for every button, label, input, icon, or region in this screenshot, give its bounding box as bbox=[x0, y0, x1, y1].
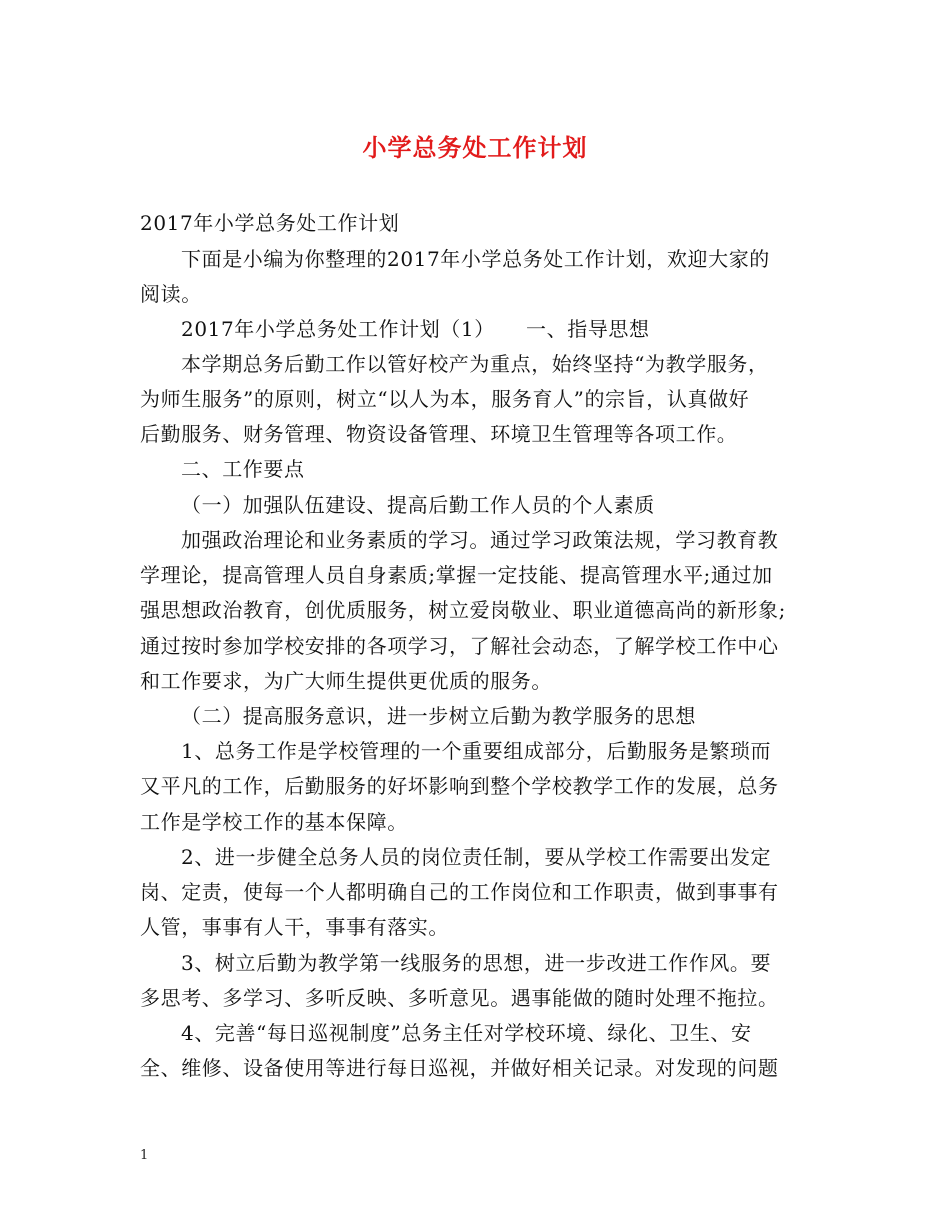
page-number: 1 bbox=[140, 1148, 149, 1163]
paragraph-line: 多思考、多学习、多听反映、多听意见。遇事能做的随时处理不拖拉。 bbox=[140, 986, 779, 1010]
paragraph-line: 工作是学校工作的基本保障。 bbox=[140, 810, 408, 834]
paragraph-line: 岗、定责，使每一个人都明确自己的工作岗位和工作职责，做到事事有 bbox=[140, 880, 779, 904]
paragraph-line: 下面是小编为你整理的2017年小学总务处工作计划，欢迎大家的 bbox=[181, 247, 770, 271]
paragraph-line: 1、总务工作是学校管理的一个重要组成部分，后勤服务是繁琐而 bbox=[181, 739, 772, 763]
subsection-heading: （二）提高服务意识，进一步树立后勤为教学服务的思想 bbox=[181, 704, 696, 728]
document-title: 小学总务处工作计划 bbox=[362, 133, 588, 162]
paragraph-line: 4、完善“每日巡视制度”总务主任对学校环境、绿化、卫生、安 bbox=[181, 1021, 752, 1045]
subsection-heading: （一）加强队伍建设、提高后勤工作人员的个人素质 bbox=[181, 493, 655, 517]
paragraph-line: 学理论，提高管理人员自身素质;掌握一定技能、提高管理水平;通过加 bbox=[140, 563, 773, 587]
paragraph-line: 加强政治理论和业务素质的学习。通过学习政策法规，学习教育教 bbox=[181, 528, 779, 552]
section-heading: 二、工作要点 bbox=[181, 457, 305, 481]
paragraph-line: 阅读。 bbox=[140, 282, 202, 306]
paragraph-line: 和工作要求，为广大师生提供更优质的服务。 bbox=[140, 669, 552, 693]
paragraph-line: 为师生服务”的原则，树立“以人为本，服务育人”的宗旨，认真做好 bbox=[140, 387, 750, 411]
section-heading: 2017年小学总务处工作计划（1） 一、指导思想 bbox=[181, 317, 650, 341]
paragraph-line: 2、进一步健全总务人员的岗位责任制，要从学校工作需要出发定 bbox=[181, 845, 772, 869]
paragraph-line: 本学期总务后勤工作以管好校产为重点，始终坚持“为教学服务， bbox=[181, 352, 769, 376]
paragraph-line: 人管，事事有人干，事事有落实。 bbox=[140, 915, 449, 939]
doc-subtitle: 2017年小学总务处工作计划 bbox=[140, 211, 400, 235]
paragraph-line: 后勤服务、财务管理、物资设备管理、环境卫生管理等各项工作。 bbox=[140, 422, 738, 446]
paragraph-line: 又平凡的工作，后勤服务的好坏影响到整个学校教学工作的发展，总务 bbox=[140, 774, 779, 798]
paragraph-line: 强思想政治教育，创优质服务，树立爱岗敬业、职业道德高尚的新形象; bbox=[140, 598, 786, 622]
paragraph-line: 全、维修、设备使用等进行每日巡视，并做好相关记录。对发现的问题 bbox=[140, 1056, 779, 1080]
paragraph-line: 通过按时参加学校安排的各项学习，了解社会动态，了解学校工作中心 bbox=[140, 634, 779, 658]
paragraph-line: 3、树立后勤为教学第一线服务的思想，进一步改进工作作风。要 bbox=[181, 951, 772, 975]
